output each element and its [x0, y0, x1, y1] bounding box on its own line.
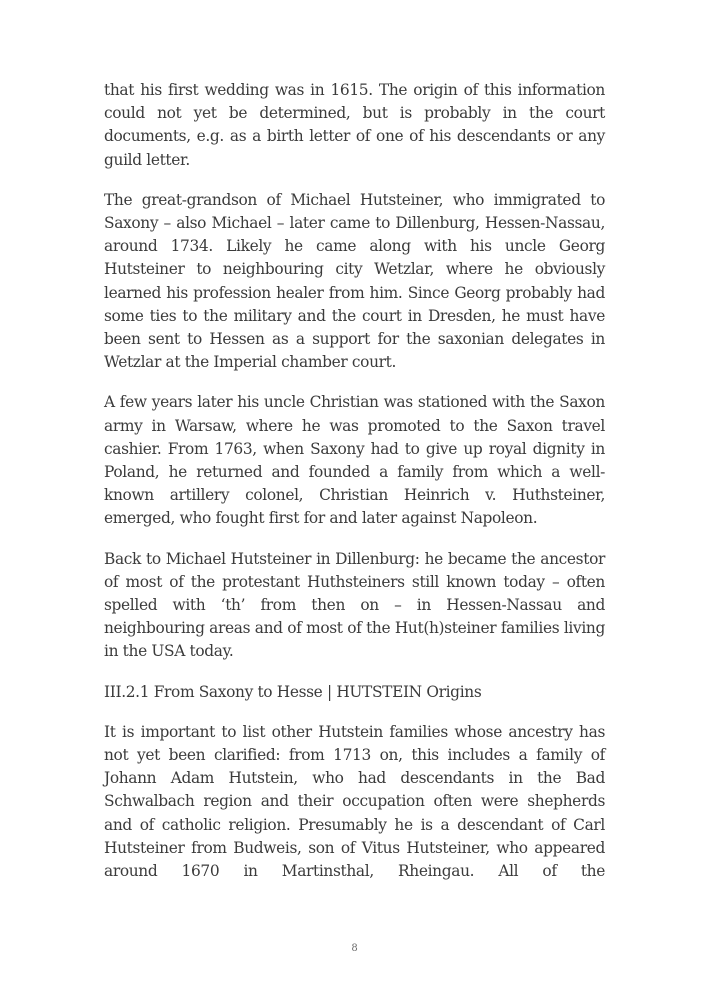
page-number: 8: [351, 943, 358, 954]
paragraph-dillenburg: Back to Michael Hutsteiner in Dillenburg: he became the ancestor of most of the protestant Huthsteiners still known today – often spelled with ‘th’ from then on – in Hessen-Nassau and neighbouring areas and of most of the Hut(h)steiner families living in the USA today.: [104, 549, 605, 661]
page-body: [104, 79, 605, 900]
paragraph-great-grandson: The great-grandson of Michael Hutsteiner, who immigrated to Saxony – also Michael – later came to Dillenburg, Hessen-Nassau, around 1734. Likely he came along with his uncle Georg Hutsteiner to neighbouring city Wetzlar, where he obviously learned his profession healer from him. Since Georg probably had some ties to the military and the court in Dresden, he must have been sent to Hessen as a support for the saxonian delegates in Wetzlar at the Imperial chamber court.: [104, 190, 605, 372]
section-heading: III.2.1 From Saxony to Hesse | HUTSTEIN Origins: [104, 682, 482, 701]
paragraph-uncle-christian: A few years later his uncle Christian was stationed with the Saxon army in Warsaw, where he was promoted to the Saxon travel cashier. From 1763, when Saxony had to give up royal dignity in Poland, he returned and founded a family from which a well-known artillery colonel, Christian Heinrich v. Huthsteiner, emerged, who fought first for and later against Napoleon.: [104, 393, 605, 528]
paragraph-other-families: It is important to list other Hutstein families whose ancestry has not yet been clarified: from 1713 on, this includes a family of Johann Adam Hutstein, who had descendants in the Bad Schwalbach region and their occupation often were shepherds and of catholic religion. Presumably he is a descendant of Carl Hutsteiner from Budweis, son of Vitus Hutsteiner, who appeared around 1670 in Martinsthal, Rheingau. All of the: [104, 722, 605, 881]
paragraph-first-wedding: that his first wedding was in 1615. The origin of this information could not yet be determined, but is probably in the court documents, e.g. as a birth letter of one of his descendants or any guild letter.: [104, 81, 605, 169]
